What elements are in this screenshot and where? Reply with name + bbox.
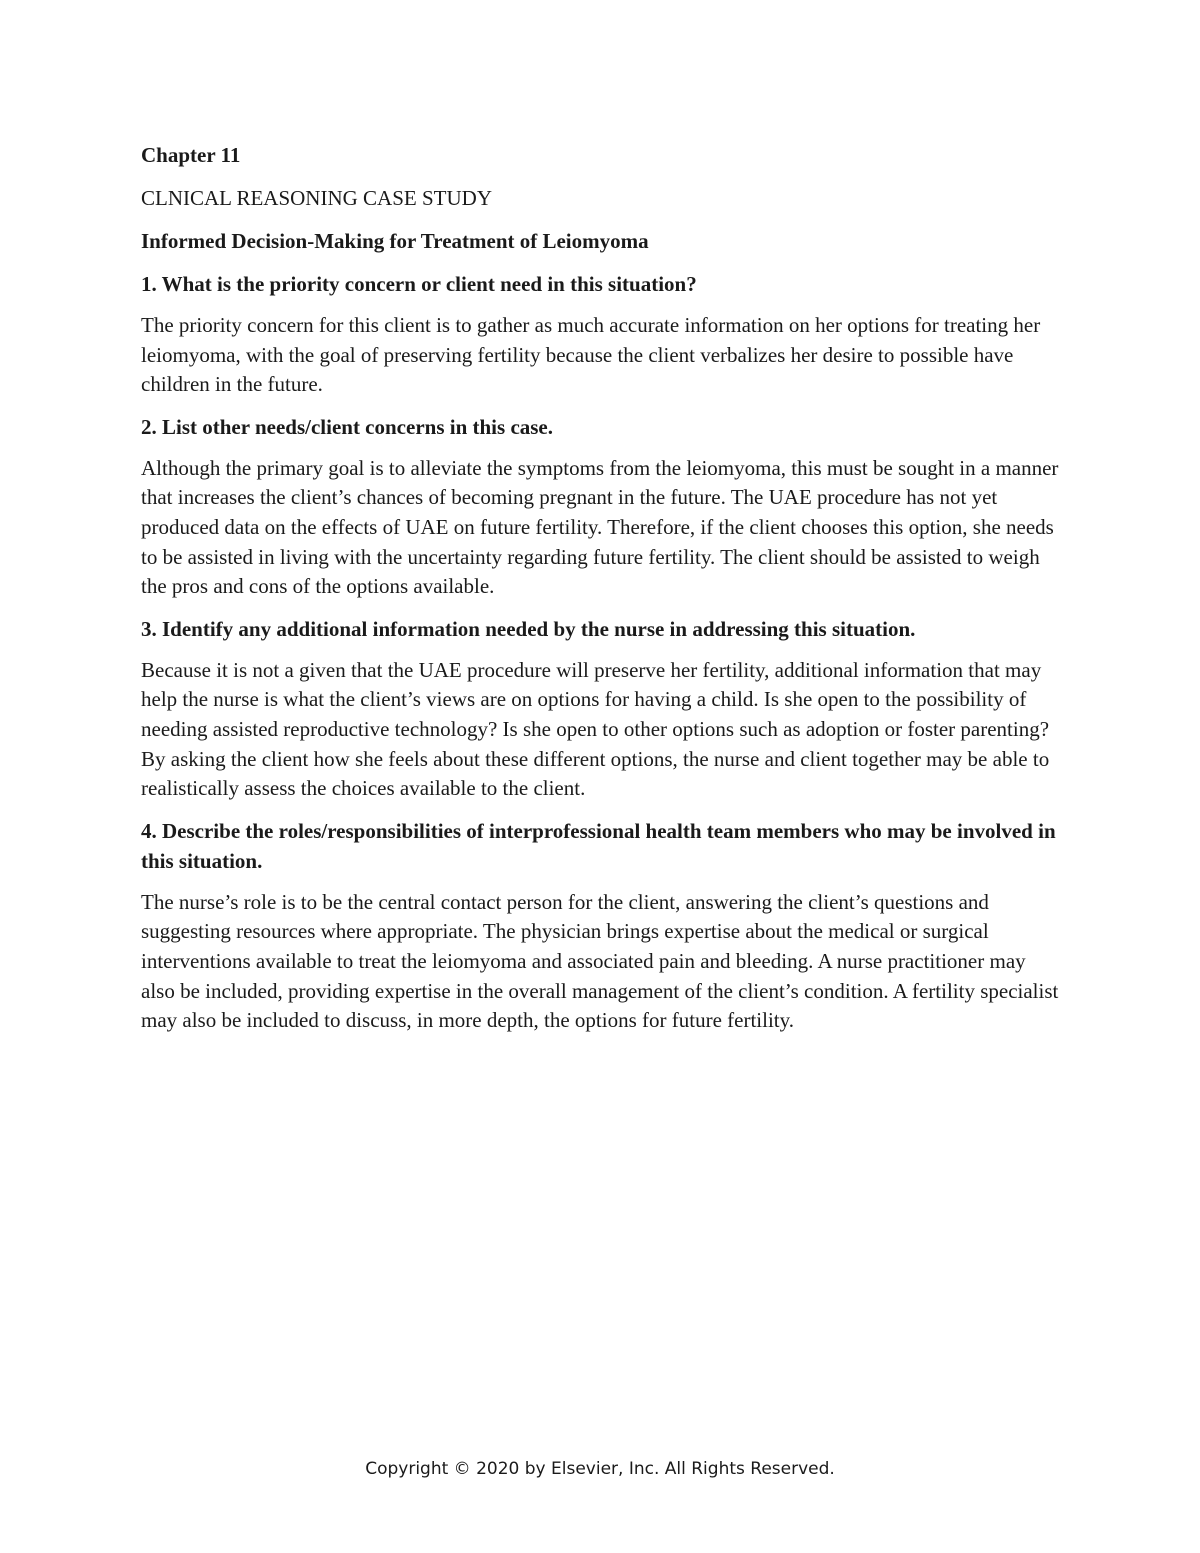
case-topic-heading: Informed Decision-Making for Treatment of Leiomyoma bbox=[141, 229, 649, 253]
question-3: 3. Identify any additional information needed by the nurse in addressing this situation. bbox=[141, 616, 916, 641]
question-1: 1. What is the priority concern or client need in this situation? bbox=[141, 272, 697, 296]
chapter-heading: Chapter 11 bbox=[141, 143, 241, 167]
answer-1: The priority concern for this client is to gather as much accurate information on her options for treating her leiomyoma, with the goal of preserving fertility because the client verbalizes her desire to possible have children in the future. bbox=[141, 313, 1041, 397]
copyright-footer: Copyright © 2020 by Elsevier, Inc. All Rights Reserved. bbox=[365, 1459, 835, 1479]
answer-3: Because it is not a given that the UAE procedure will preserve her fertility, additional information that may help the nurse is what the client’s views are on options for having a child. Is she open to the possibility of needing assisted reproductive technology? Is she open to other options such as adoption or foster parenting? By asking the client how she feels about these different options, the nurse and client together may be able to realistically assess the choices available to the client. bbox=[141, 657, 1050, 801]
answer-2: Although the primary goal is to alleviate the symptoms from the leiomyoma, this must be sought in a manner that increases the client’s chances of becoming pregnant in the future. The UAE procedure has not yet produced data on the effects of UAE on future fertility. Therefore, if the client chooses this option, she needs to be assisted in living with the uncertainty regarding future fertility. The client should be assisted to weigh the pros and cons of the options available. bbox=[141, 455, 1059, 599]
question-4: 4. Describe the roles/responsibilities of interprofessional health team members who may be involved in this situation. bbox=[141, 818, 1056, 873]
case-study-title: CLNICAL REASONING CASE STUDY bbox=[141, 186, 492, 210]
answer-4: The nurse’s role is to be the central contact person for the client, answering the client’s questions and suggesting resources where appropriate. The physician brings expertise about the medical or surgical interventions available to treat the leiomyoma and associated pain and bleeding. A nurse practitioner may also be included, providing expertise in the overall management of the client’s condition. A fertility specialist may also be included to discuss, in more depth, the options for future fertility. bbox=[141, 889, 1059, 1033]
question-2: 2. List other needs/client concerns in this case. bbox=[141, 414, 554, 439]
document-body bbox=[141, 140, 1061, 1048]
